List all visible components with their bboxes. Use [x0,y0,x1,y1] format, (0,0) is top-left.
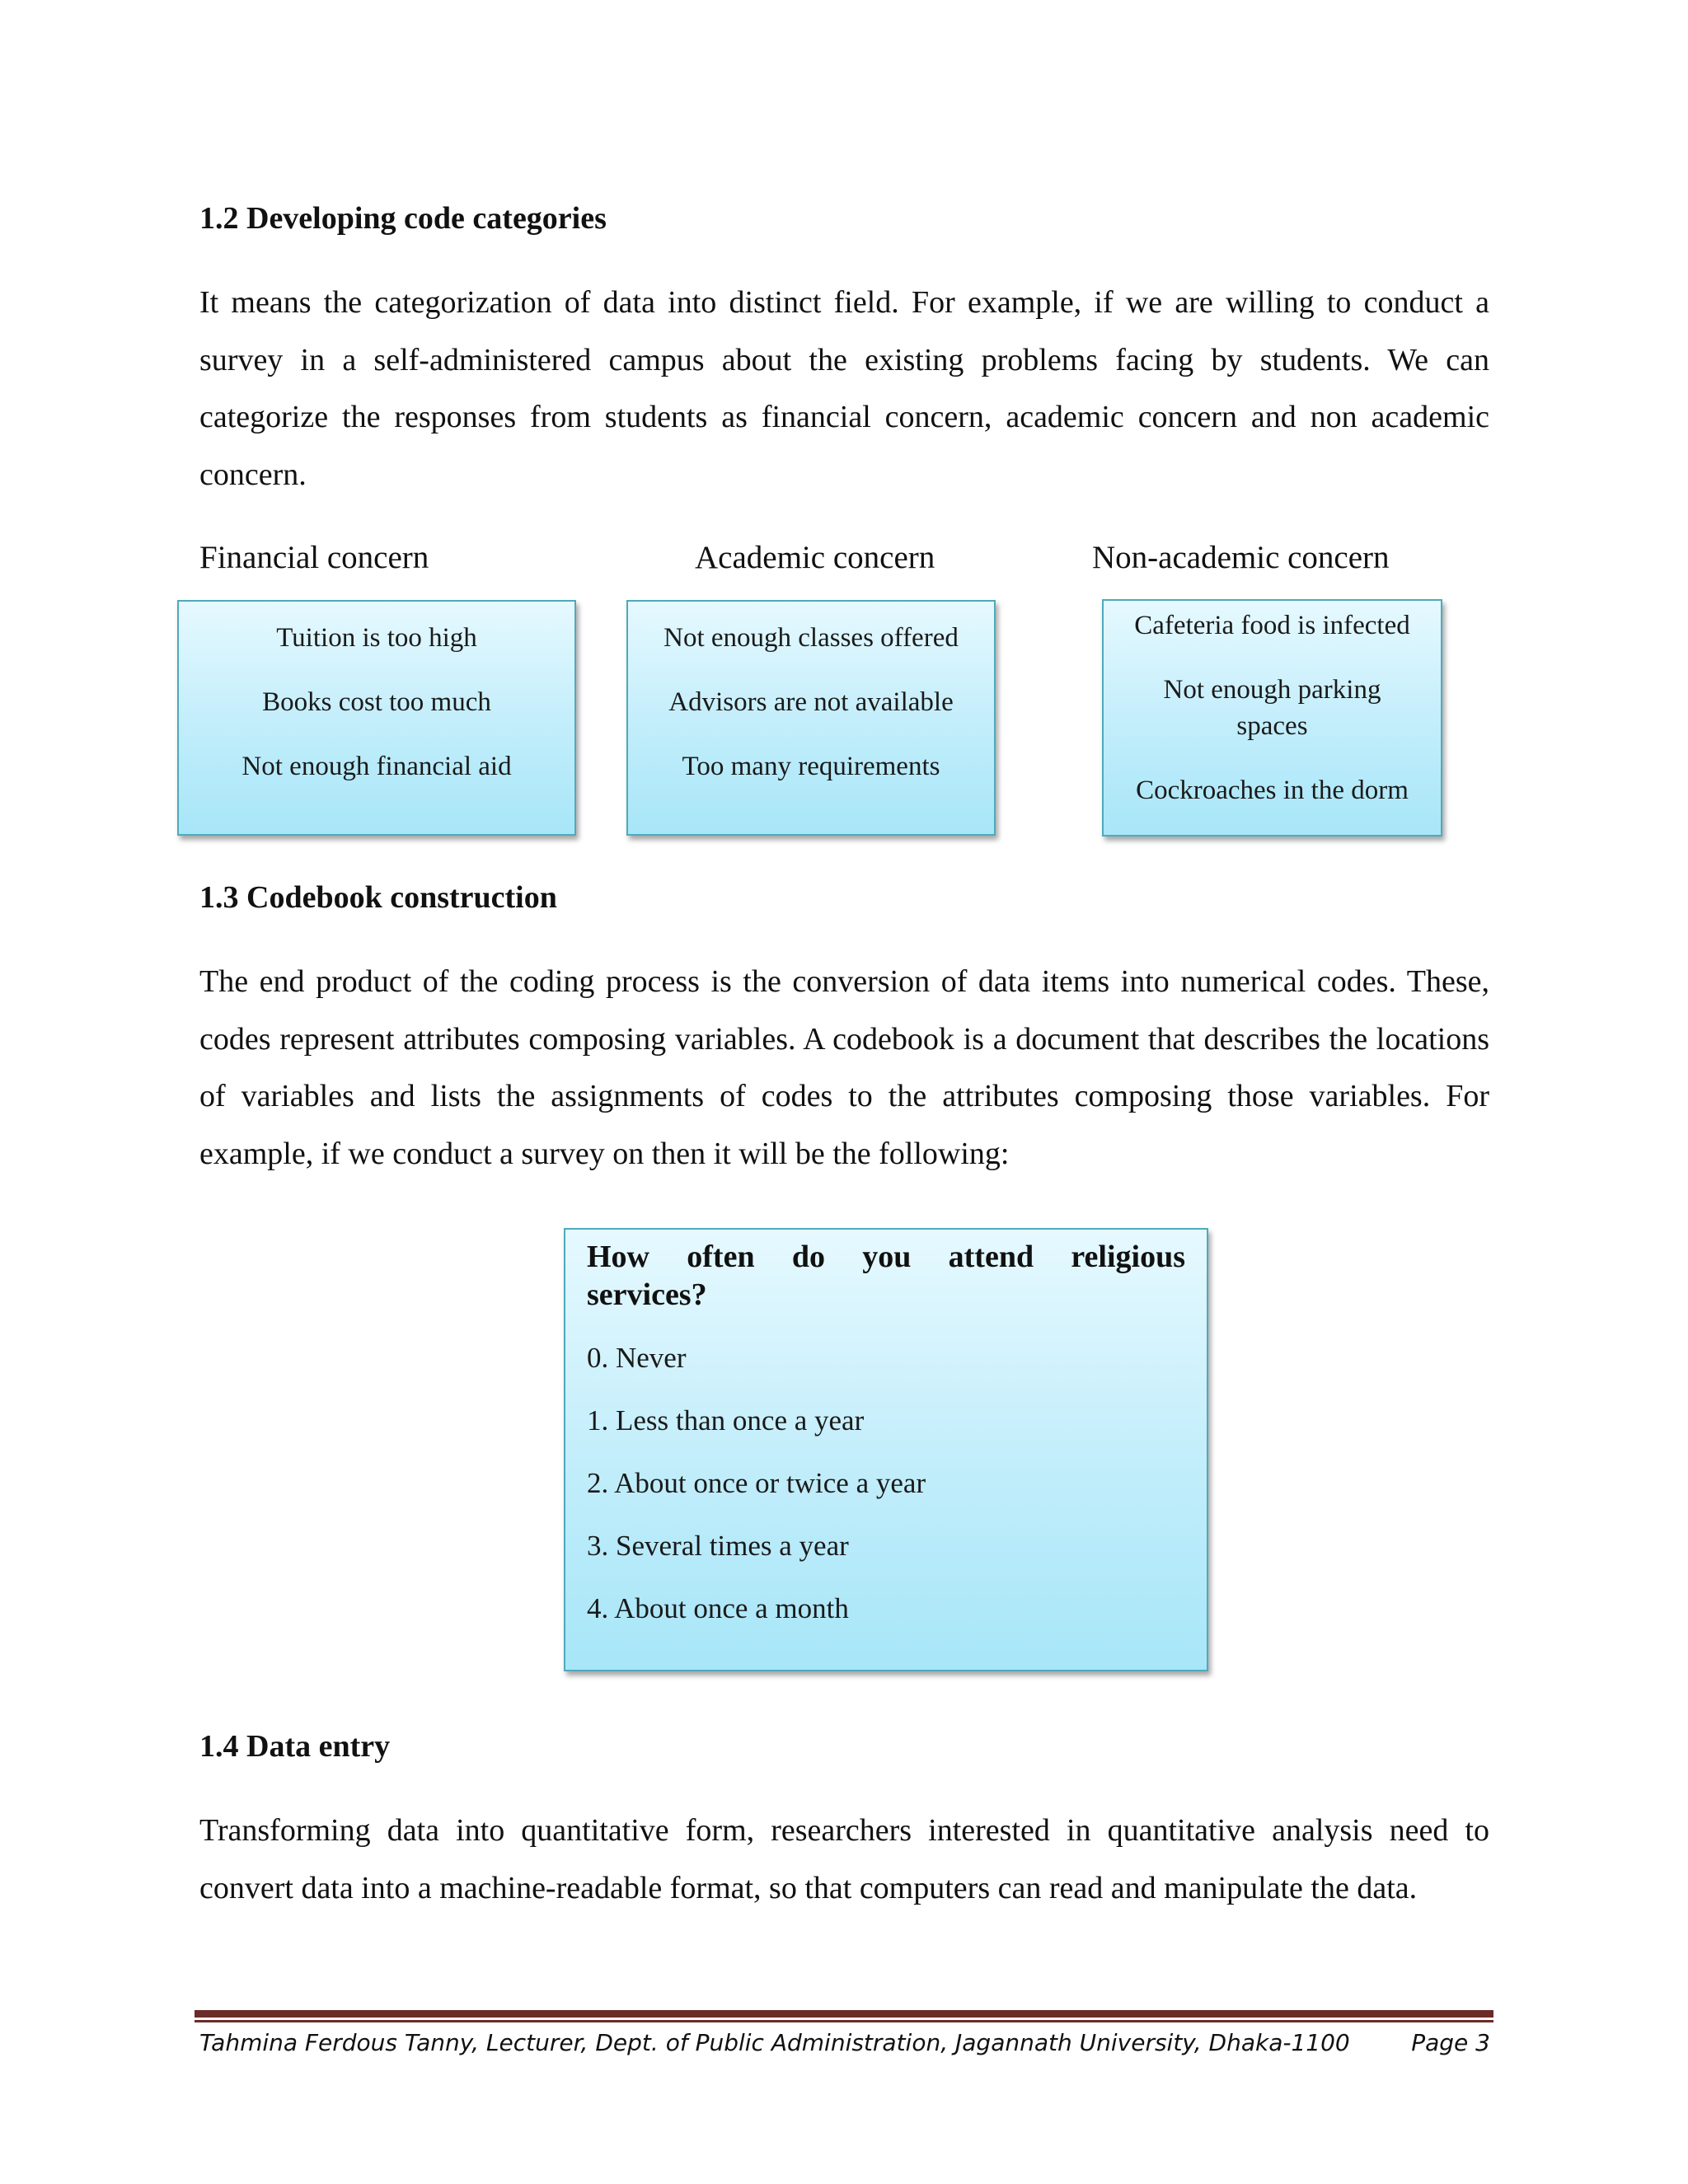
category-label-non-academic: Non-academic concern [1092,540,1390,575]
section-paragraph-1-3: The end product of the coding process is the conversion of data items into numerical codes. These, codes represent attributes composing variables. A codebook is a document that describes the locations of variables and lists the assignments of codes to the attributes composing those variables. For example, if we conduct a survey on then it will be the following: [199,964,1489,1171]
footer-page-number: Page 3 [1411,2029,1490,2056]
section-paragraph-1-4: Transforming data into quantitative form, researchers interested in quantitative analysis need to convert data into a machine-readable format, so that computers can read and manipulate the data. [199,1813,1489,1905]
category-box-non-academic [1102,599,1442,837]
category-item: Not enough financial aid [241,752,512,781]
codebook-box [564,1228,1208,1671]
category-box-financial [177,600,576,836]
category-item: Cockroaches in the dorm [1136,776,1409,805]
section-heading-1-4: 1.4 Data entry [199,1729,391,1764]
codebook-question [587,1238,1185,1314]
category-item: Tuition is too high [276,623,477,653]
category-label-financial: Financial concern [199,540,429,575]
codebook-question-line1: How often do you attend religious [587,1240,1185,1274]
codebook-option: 0. Never [587,1342,687,1374]
category-item: Not enough classes offered [663,623,959,653]
category-item: Too many requirements [682,752,940,781]
section-heading-1-2: 1.2 Developing code categories [199,201,607,236]
footer-rule [195,2010,1493,2018]
codebook-options [587,1327,1185,1640]
codebook-option: 4. About once a month [587,1592,849,1624]
category-box-academic [626,600,996,836]
footer-rule-thin [195,2020,1493,2022]
codebook-question-line2: services? [587,1277,707,1312]
category-label-academic: Academic concern [695,540,935,575]
codebook-option: 1. Less than once a year [587,1404,865,1436]
section-paragraph-1-2: It means the categorization of data into distinct field. For example, if we are willing to conduct a survey in a self-administered campus about the existing problems facing by students. We can categorize the responses from students as financial concern, academic concern and non academic concern. [199,285,1489,492]
footer-author: Tahmina Ferdous Tanny, Lecturer, Dept. of Public Administration, Jagannath University, Dhaka-1100 [199,2029,1350,2056]
category-item: Advisors are not available [668,687,954,717]
codebook-option: 2. About once or twice a year [587,1467,926,1499]
category-item: Cafeteria food is infected [1134,611,1410,640]
category-item: Books cost too much [262,687,491,717]
category-item: Not enough parking spaces [1163,675,1381,741]
section-heading-1-3: 1.3 Codebook construction [199,880,557,915]
codebook-option: 3. Several times a year [587,1530,849,1562]
